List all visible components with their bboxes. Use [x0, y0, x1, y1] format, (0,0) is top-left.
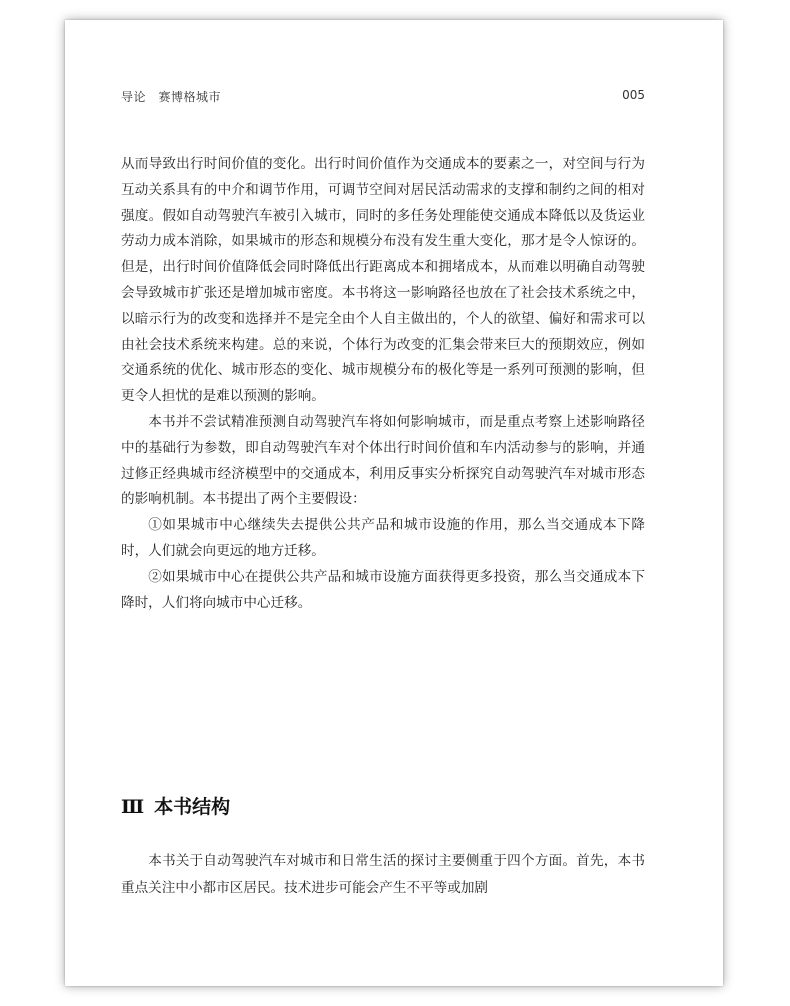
section-body — [121, 848, 645, 902]
section-title: 本书结构 — [154, 796, 231, 818]
chapter-title: 导论 赛博格城市 — [121, 90, 222, 104]
section-paragraph: 本书关于自动驾驶汽车对城市和日常生活的探讨主要侧重于四个方面。首先，本书重点关注中小都市区居民。技术进步可能会产生不平等或加剧 — [121, 853, 645, 896]
hypothesis-1: ①如果城市中心继续失去提供公共产品和城市设施的作用，那么当交通成本下降时，人们就会向更远的地方迁移。 — [121, 517, 645, 559]
section-heading — [121, 792, 230, 819]
page-number: 005 — [622, 88, 645, 102]
section-number: Ⅲ — [121, 796, 145, 818]
body-text — [121, 152, 645, 616]
paragraph-2: 本书并不尝试精准预测自动驾驶汽车将如何影响城市，而是重点考察上述影响路径中的基础行为参数，即自动驾驶汽车对个体出行时间价值和车内活动参与的影响，并通过修正经典城市经济模型中的交通成本，利用反事实分析探究自动驾驶汽车对城市形态的影响机制。本书提出了两个主要假设： — [121, 413, 645, 508]
paragraph-1: 从而导致出行时间价值的变化。出行时间价值作为交通成本的要素之一，对空间与行为互动关系具有的中介和调节作用，可调节空间对居民活动需求的支撑和制约之间的相对强度。假如自动驾驶汽车被引入城市，同时的多任务处理能使交通成本降低以及货运业劳动力成本消除，如果城市的形态和规模分布没有发生重大变化，那才是令人惊讶的。但是，出行时间价值降低会同时降低出行距离成本和拥堵成本，从而难以明确自动驾驶会导致城市扩张还是增加城市密度。本书将这一影响路径也放在了社会技术系统之中，以暗示行为的改变和选择并不是完全由个人自主做出的，个人的欲望、偏好和需求可以由社会技术系统来构建。总的来说，个体行为改变的汇集会带来巨大的预期效应，例如交通系统的优化、城市形态的变化、城市规模分布的极化等是一系列可预测的影响，但更令人担忧的是难以预测的影响。 — [121, 156, 645, 405]
hypothesis-2: ②如果城市中心在提供公共产品和城市设施方面获得更多投资，那么当交通成本下降时，人们将向城市中心迁移。 — [121, 568, 645, 611]
